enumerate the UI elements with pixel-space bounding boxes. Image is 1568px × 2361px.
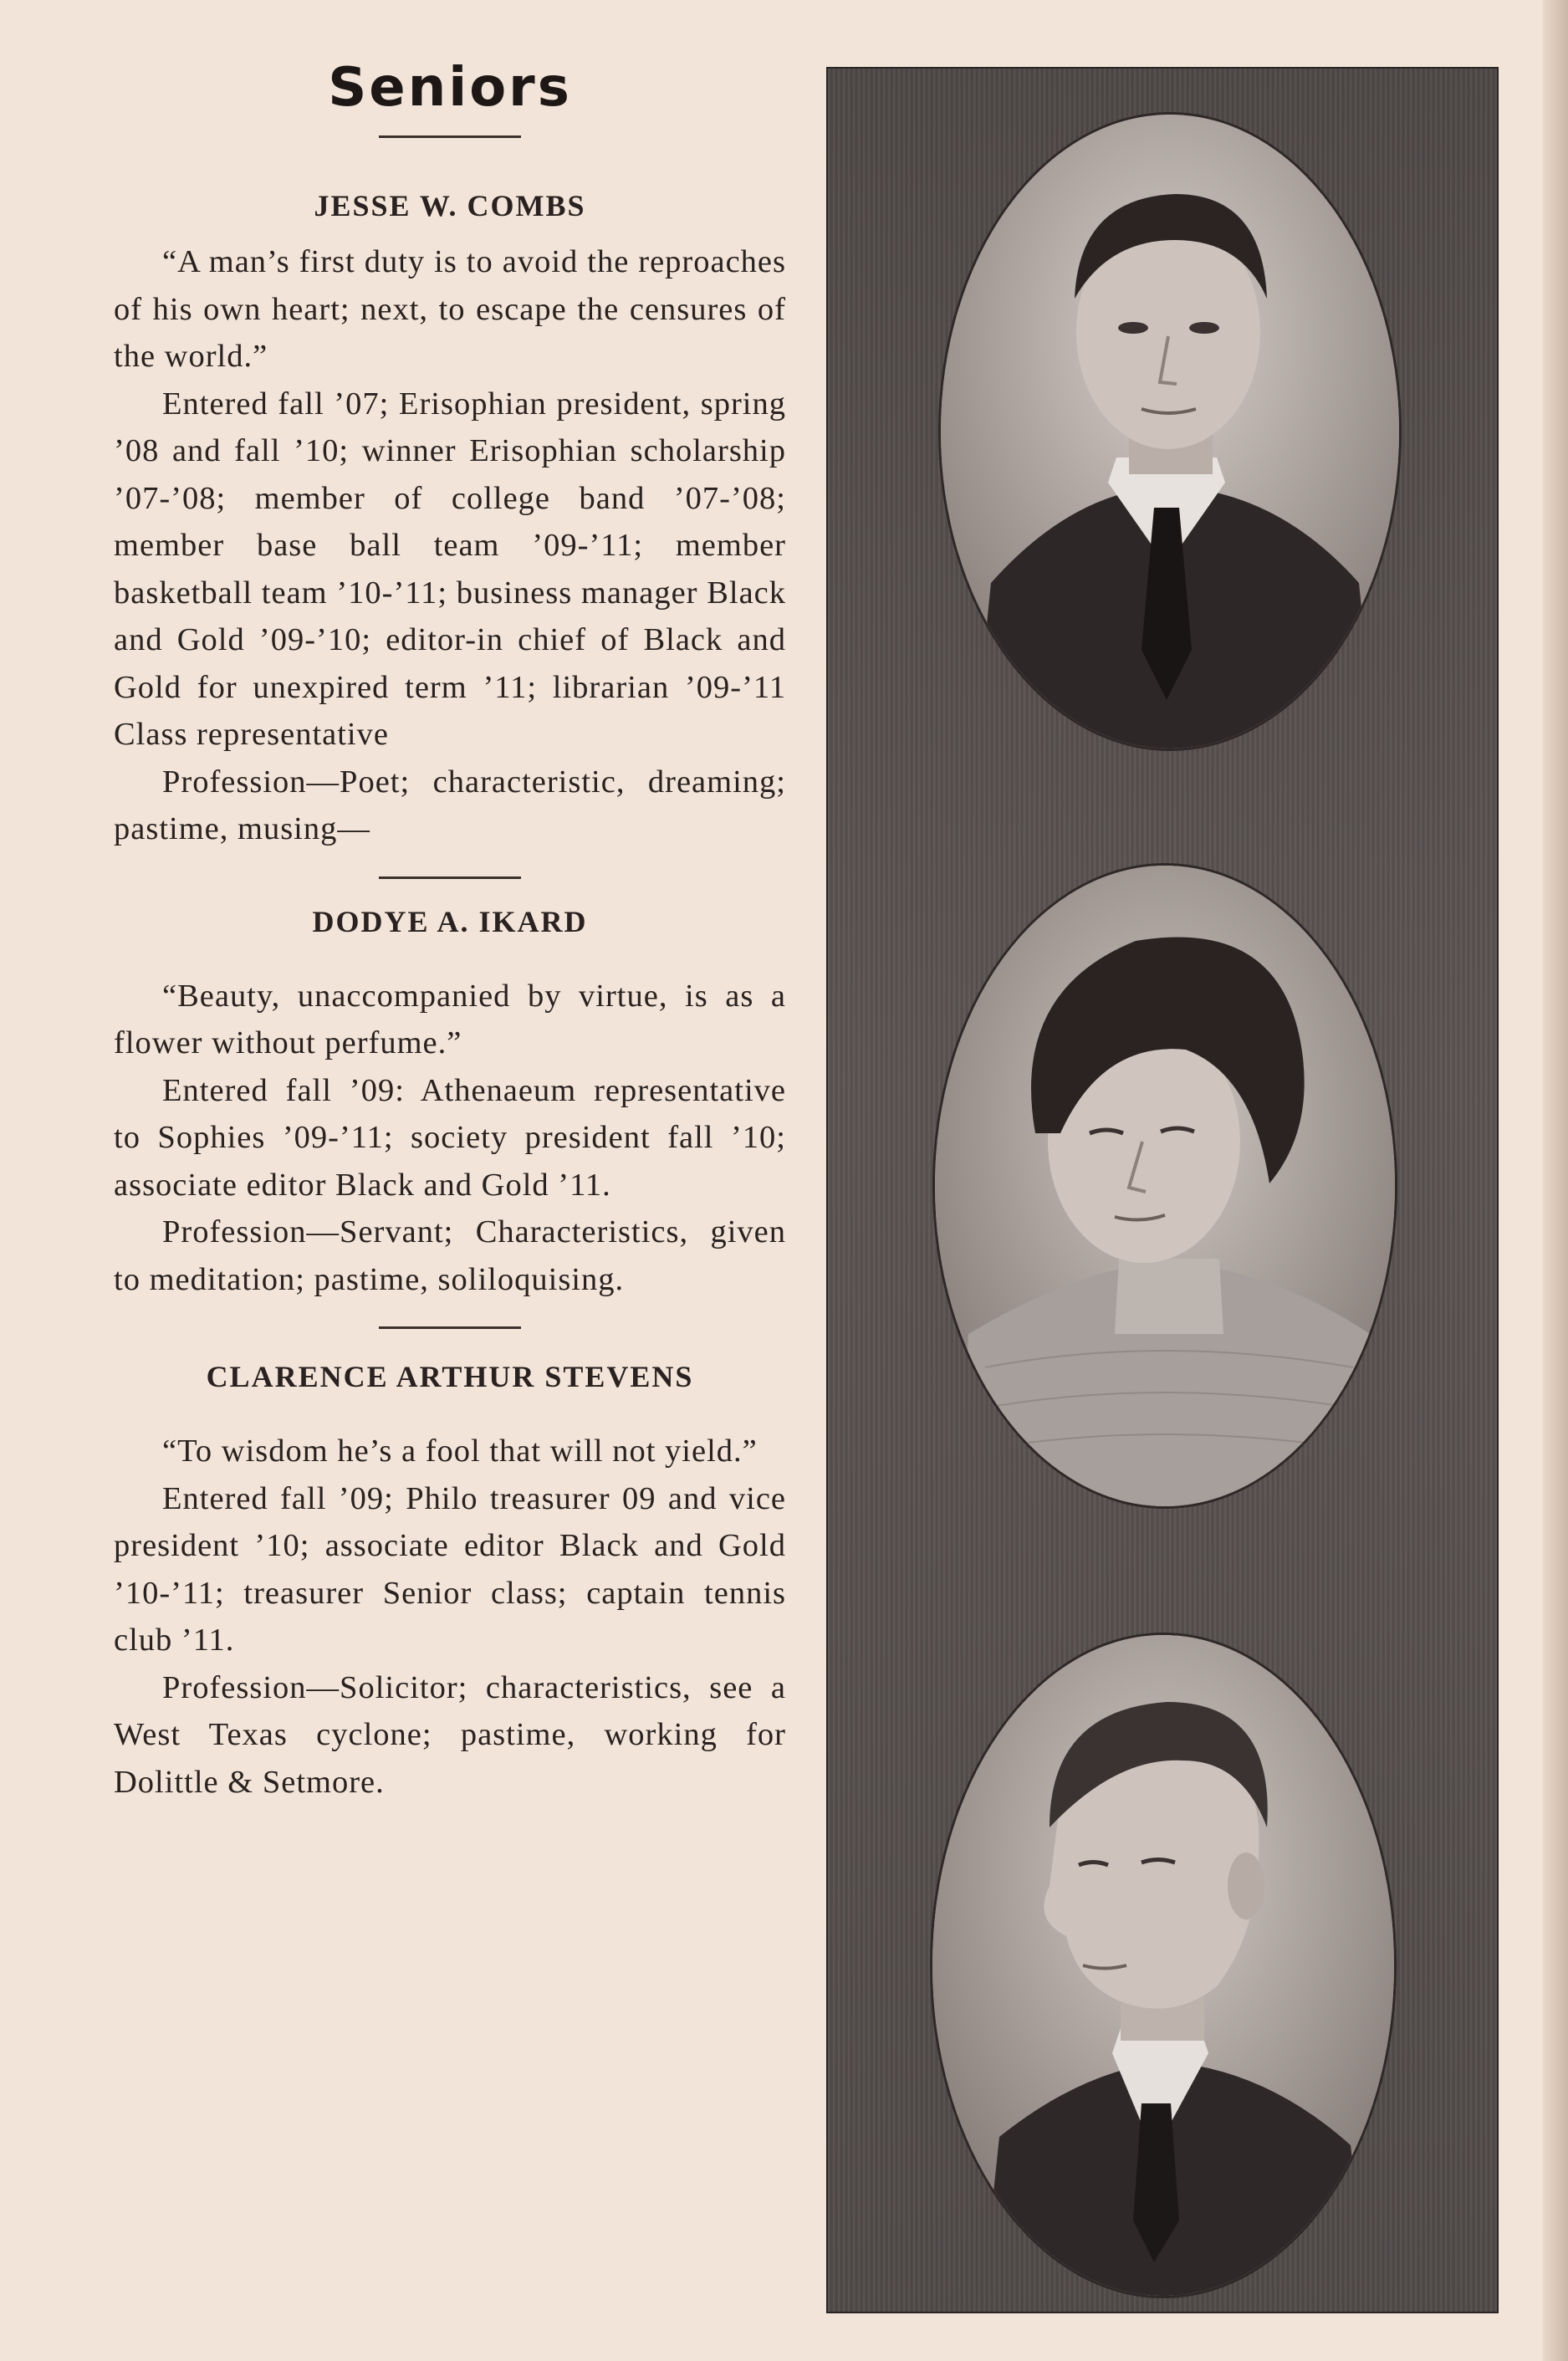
page-title: Seniors <box>328 57 572 119</box>
photo-panel <box>826 67 1499 2313</box>
senior-name: JESSE W. COMBS <box>314 189 586 222</box>
section-divider <box>379 1326 521 1329</box>
senior-profession: Profession—Servant; Characteristics, given to meditation; pastime, soliloquising. <box>114 1214 786 1297</box>
portrait-photo-ikard <box>932 863 1397 1509</box>
portrait-photo-combs <box>938 112 1402 751</box>
senior-quote: “A man’s first duty is to avoid the reproaches of his own heart; next, to escape the censures of the world.” <box>114 244 786 374</box>
senior-entry-stevens <box>114 1359 786 1806</box>
senior-name: CLARENCE ARTHUR STEVENS <box>206 1360 694 1393</box>
senior-profession: Profession—Solicitor; characteristics, see a West Texas cyclone; pastime, working for Dolittle & Setmore. <box>114 1669 786 1800</box>
senior-quote: “To wisdom he’s a fool that will not yield.” <box>162 1433 758 1469</box>
senior-entry-combs <box>114 188 786 853</box>
senior-record: Entered fall ’09; Philo treasurer 09 and vice president ’10; associate editor Black and Gold ’10-’11; treasurer Senior class; captain tennis club ’11. <box>114 1480 786 1658</box>
senior-record: Entered fall ’07; Erisophian president, spring ’08 and fall ’10; winner Erisophian scholarship ’07-’08; member of college band ’07-’08; member base ball team ’09-’11; member basketball team ’10-’11; business manager Black and Gold ’09-’10; editor-in chief of Black and Gold for unexpired term ’11; librarian ’09-’11 Class representative <box>114 386 786 752</box>
senior-profession: Profession—Poet; characteristic, dreaming; pastime, musing— <box>114 764 786 846</box>
page-edge <box>1543 0 1568 2361</box>
portrait-photo-stevens <box>930 1633 1397 2298</box>
senior-record: Entered fall ’09: Athenaeum representative to Sophies ’09-’11; society president fall ’10; associate editor Black and Gold ’11. <box>114 1072 786 1203</box>
senior-quote: “Beauty, unaccompanied by virtue, is as a flower without perfume.” <box>114 978 786 1060</box>
senior-name: DODYE A. IKARD <box>312 904 588 938</box>
text-column <box>114 50 786 1806</box>
section-divider <box>379 876 521 879</box>
title-divider <box>379 135 521 138</box>
senior-entry-ikard <box>114 904 786 1304</box>
